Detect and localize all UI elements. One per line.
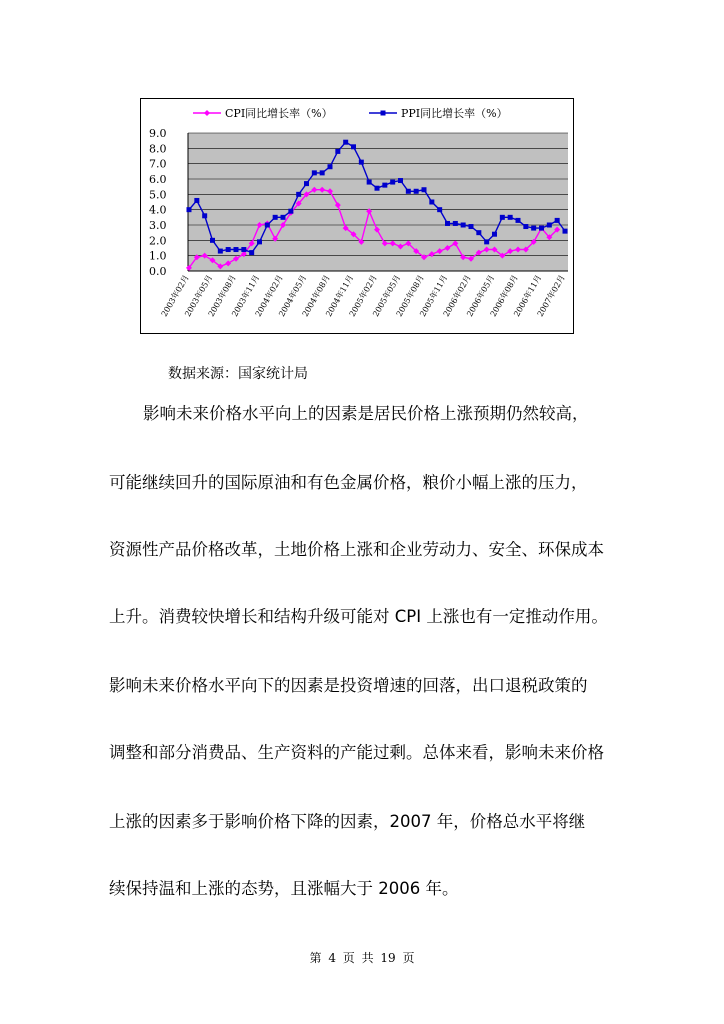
x-tick-label: 2005年08月 xyxy=(394,273,426,319)
x-tick-label: 2006年08月 xyxy=(488,273,520,319)
data-point xyxy=(241,247,246,252)
data-point xyxy=(523,224,528,229)
data-source-note: 数据来源：国家统计局 xyxy=(168,366,308,382)
data-point xyxy=(187,207,192,212)
x-tick-label: 2004年02月 xyxy=(253,273,285,319)
y-tick-label: 6.0 xyxy=(149,173,167,186)
data-point xyxy=(516,218,521,223)
data-point xyxy=(281,215,286,220)
data-point xyxy=(226,247,231,252)
data-point xyxy=(461,223,466,228)
data-point xyxy=(367,180,372,185)
x-tick-label: 2007年02月 xyxy=(535,273,567,319)
data-point xyxy=(445,221,450,226)
data-point xyxy=(218,249,223,254)
x-tick-label: 2004年05月 xyxy=(277,273,309,319)
data-point xyxy=(343,140,348,145)
data-point xyxy=(398,178,403,183)
y-tick-label: 9.0 xyxy=(149,127,167,140)
y-tick-label: 8.0 xyxy=(149,142,167,156)
y-tick-label: 4.0 xyxy=(149,203,167,217)
paragraph-line-4: 上升。消费较快增长和结构升级可能对 CPI 上涨也有一定推动作用。 xyxy=(109,607,608,626)
x-tick-label: 2006年02月 xyxy=(441,273,473,319)
x-tick-label: 2003年05月 xyxy=(183,273,215,319)
data-point xyxy=(547,223,552,228)
data-point xyxy=(469,224,474,229)
data-point xyxy=(453,221,458,226)
x-tick-label: 2003年08月 xyxy=(206,273,238,319)
cpi-ppi-line-chart xyxy=(141,99,573,333)
data-point xyxy=(335,149,340,154)
data-point xyxy=(296,192,301,197)
legend-marker xyxy=(381,111,386,116)
data-point xyxy=(257,239,262,244)
y-tick-label: 5.0 xyxy=(149,188,167,202)
data-point xyxy=(265,223,270,228)
y-tick-label: 0.0 xyxy=(149,265,167,278)
data-point xyxy=(312,170,317,175)
data-point xyxy=(492,232,497,237)
data-point xyxy=(390,180,395,185)
x-tick-label: 2006年05月 xyxy=(465,273,497,319)
data-point xyxy=(194,198,199,203)
x-tick-label: 2004年11月 xyxy=(324,273,356,319)
data-point xyxy=(422,187,427,192)
chart-frame xyxy=(140,98,574,334)
data-point xyxy=(210,238,215,243)
paragraph-line-2: 可能继续回升的国际原油和有色金属价格，粮价小幅上涨的压力， xyxy=(109,473,588,492)
data-point xyxy=(406,189,411,194)
legend-label: PPI同比增长率（%） xyxy=(401,107,508,120)
y-tick-label: 7.0 xyxy=(149,157,167,171)
data-point xyxy=(273,215,278,220)
data-point xyxy=(382,183,387,188)
data-point xyxy=(359,160,364,165)
data-point xyxy=(375,186,380,191)
x-tick-label: 2005年02月 xyxy=(347,273,379,319)
data-point xyxy=(563,229,568,234)
data-point xyxy=(476,230,481,235)
data-point xyxy=(328,164,333,169)
paragraph-line-8: 续保持温和上涨的态势，且涨幅大于 2006 年。 xyxy=(109,879,459,898)
y-tick-label: 2.0 xyxy=(149,234,167,248)
data-point xyxy=(531,226,536,231)
data-point xyxy=(234,247,239,252)
x-tick-label: 2006年11月 xyxy=(512,273,544,319)
x-tick-label: 2004年08月 xyxy=(300,273,332,319)
legend-label: CPI同比增长率（%） xyxy=(225,107,333,120)
data-point xyxy=(351,144,356,149)
data-point xyxy=(508,215,513,220)
data-point xyxy=(555,218,560,223)
data-point xyxy=(249,250,254,255)
x-tick-label: 2005年05月 xyxy=(371,273,403,319)
paragraph-line-7: 上涨的因素多于影响价格下降的因素，2007 年，价格总水平将继 xyxy=(109,812,586,831)
page-footer: 第 4 页 共 19 页 xyxy=(309,951,415,965)
data-point xyxy=(304,181,309,186)
data-point xyxy=(202,213,207,218)
y-tick-label: 3.0 xyxy=(149,219,167,232)
y-tick-label: 1.0 xyxy=(149,249,167,263)
x-tick-label: 2003年02月 xyxy=(159,273,191,319)
data-point xyxy=(539,226,544,231)
x-tick-label: 2003年11月 xyxy=(230,273,262,319)
paragraph-line-1: 影响未来价格水平向上的因素是居民价格上涨预期仍然较高， xyxy=(143,404,589,423)
paragraph-line-3: 资源性产品价格改革，土地价格上涨和企业劳动力、安全、环保成本 xyxy=(109,540,604,559)
data-point xyxy=(429,200,434,205)
data-point xyxy=(500,215,505,220)
data-point xyxy=(484,239,489,244)
paragraph-line-6: 调整和部分消费品、生产资料的产能过剩。总体来看，影响未来价格 xyxy=(109,743,604,762)
x-tick-label: 2005年11月 xyxy=(418,273,450,319)
legend-marker xyxy=(204,110,210,116)
paragraph-line-5: 影响未来价格水平向下的因素是投资增速的回落，出口退税政策的 xyxy=(109,676,588,695)
data-point xyxy=(320,170,325,175)
data-point xyxy=(414,189,419,194)
data-point xyxy=(288,209,293,214)
data-point xyxy=(437,207,442,212)
